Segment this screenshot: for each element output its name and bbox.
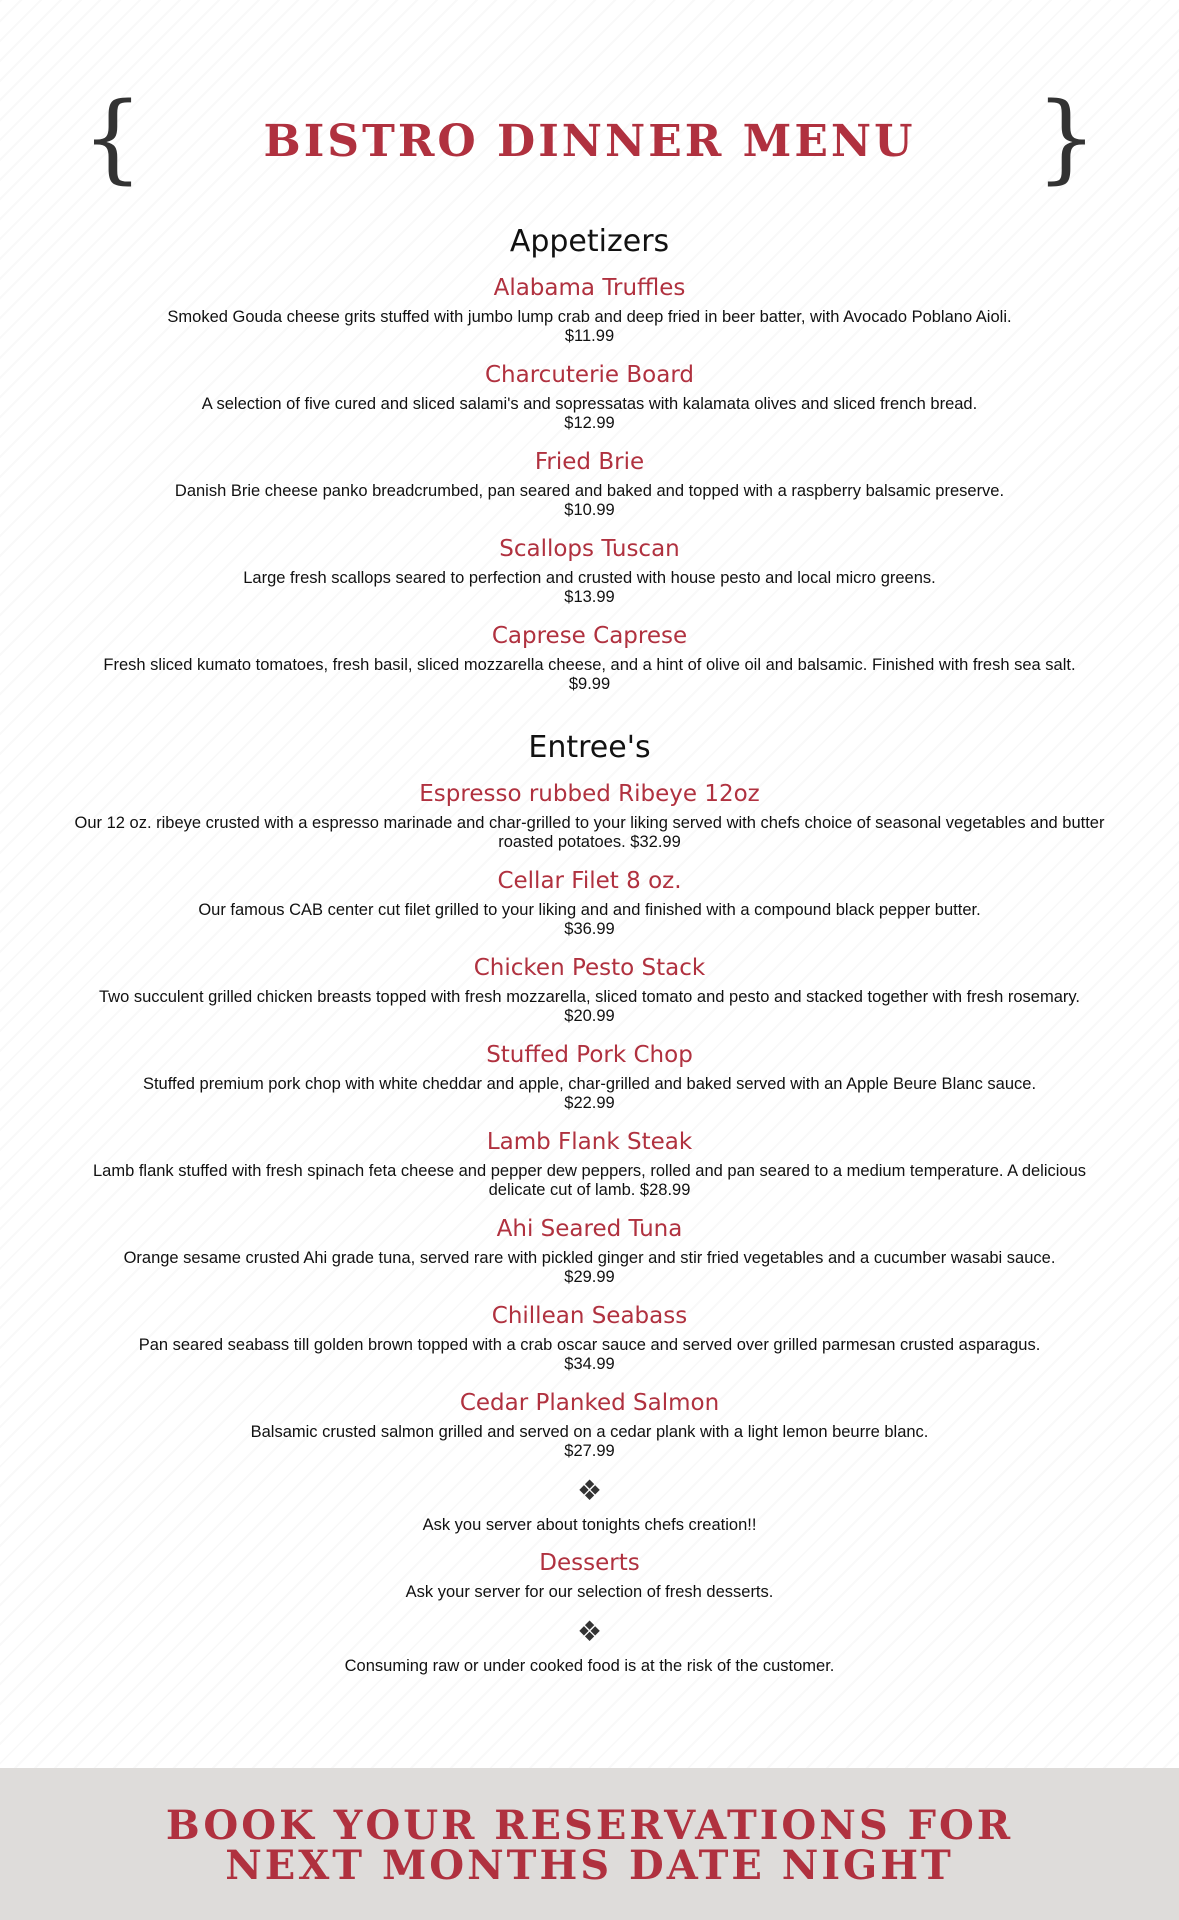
menu-item-description: Orange sesame crusted Ahi grade tuna, served rare with pickled ginger and stir fried vegetables and a cucumber wasabi sauce. <box>123 1249 1056 1267</box>
menu-item <box>70 272 1109 346</box>
menu-item-name: Cedar Planked Salmon <box>459 1390 720 1416</box>
menu-item-name: Fried Brie <box>534 449 645 475</box>
entrees-list <box>70 778 1109 1461</box>
menu-item-description: Our 12 oz. ribeye crusted with a espresso marinade and char-grilled to your liking served with chefs choice of seasonal vegetables and butter roasted potatoes. $32.99 <box>74 814 1105 851</box>
menu-item <box>70 446 1109 520</box>
desserts-item <box>70 1547 1109 1602</box>
menu-item <box>70 620 1109 694</box>
diamond-ornament-icon: ❖ <box>576 1475 603 1506</box>
menu-item-price: $27.99 <box>564 1442 615 1460</box>
raw-food-disclaimer: Consuming raw or under cooked food is at the risk of the customer. <box>344 1657 835 1675</box>
menu-item <box>70 1300 1109 1374</box>
menu-item-description: A selection of five cured and sliced salami's and sopressatas with kalamata olives and sliced french bread. <box>201 395 978 413</box>
menu-content <box>70 222 1109 1676</box>
menu-item-price: $13.99 <box>564 588 615 606</box>
reservation-line-1: BOOK YOUR RESERVATIONS FOR <box>165 1802 1014 1849</box>
menu-item <box>70 1126 1109 1200</box>
menu-item-price: $12.99 <box>564 414 615 432</box>
menu-item-description: Stuffed premium pork chop with white cheddar and apple, char-grilled and baked served with an Apple Beure Blanc sauce. <box>142 1075 1037 1093</box>
menu-item-price: $11.99 <box>564 327 615 345</box>
entrees-heading: Entree's <box>528 730 651 765</box>
menu-item-name: Charcuterie Board <box>485 362 694 388</box>
left-brace-icon: { <box>82 82 144 194</box>
menu-item <box>70 359 1109 433</box>
menu-item-description: Our famous CAB center cut filet grilled to your liking and and finished with a compound black pepper butter. <box>198 901 981 919</box>
menu-item-price: $29.99 <box>564 1268 615 1286</box>
menu-item <box>70 533 1109 607</box>
desserts-description: Ask your server for our selection of fresh desserts. <box>405 1583 774 1601</box>
menu-item <box>70 1039 1109 1113</box>
menu-item-price: $34.99 <box>564 1355 615 1373</box>
menu-item <box>70 1213 1109 1287</box>
menu-item-name: Lamb Flank Steak <box>486 1129 693 1155</box>
menu-item-description: Danish Brie cheese panko breadcrumbed, pan seared and baked and topped with a raspberry balsamic preserve. <box>174 482 1005 500</box>
reservation-line-2: NEXT MONTHS DATE NIGHT <box>225 1842 954 1889</box>
appetizers-list <box>70 272 1109 694</box>
reservation-banner-text <box>0 1802 1179 1889</box>
menu-item <box>70 865 1109 939</box>
menu-item-name: Scallops Tuscan <box>499 536 680 562</box>
menu-item-price: $20.99 <box>564 1007 615 1025</box>
desserts-heading: Desserts <box>539 1550 640 1576</box>
menu-item-name: Stuffed Pork Chop <box>486 1042 693 1068</box>
menu-item-description: Lamb flank stuffed with fresh spinach feta cheese and pepper dew peppers, rolled and pan seared to a medium temperature. A delicious delicate cut of lamb. $28.99 <box>92 1162 1087 1199</box>
menu-item-description: Two succulent grilled chicken breasts topped with fresh mozzarella, sliced tomato and pesto and stacked together with fresh rosemary. <box>98 988 1081 1006</box>
menu-item-name: Ahi Seared Tuna <box>496 1216 683 1242</box>
menu-item-price: $9.99 <box>568 675 611 693</box>
menu-item-name: Alabama Truffles <box>493 275 686 301</box>
menu-item-description: Large fresh scallops seared to perfection and crusted with house pesto and local micro greens. <box>243 569 936 587</box>
right-brace-icon: } <box>1035 82 1097 194</box>
menu-item <box>70 778 1109 852</box>
menu-item-description: Balsamic crusted salmon grilled and served on a cedar plank with a light lemon beurre blanc. <box>250 1423 929 1441</box>
menu-item-price: $36.99 <box>564 920 615 938</box>
appetizers-heading: Appetizers <box>509 224 670 259</box>
menu-item-description: Fresh sliced kumato tomatoes, fresh basil, sliced mozzarella cheese, and a hint of olive oil and balsamic. Finished with fresh sea salt. <box>103 656 1076 674</box>
menu-item-name: Chillean Seabass <box>491 1303 688 1329</box>
menu-item-name: Cellar Filet 8 oz. <box>497 868 682 894</box>
menu-item-description: Pan seared seabass till golden brown topped with a crab oscar sauce and served over grilled parmesan crusted asparagus. <box>138 1336 1041 1354</box>
menu-item <box>70 1387 1109 1461</box>
menu-item <box>70 952 1109 1026</box>
menu-item-name: Chicken Pesto Stack <box>473 955 706 981</box>
menu-title: BISTRO DINNER MENU <box>263 116 916 167</box>
chefs-creation-note: Ask you server about tonights chefs creation!! <box>422 1516 757 1534</box>
menu-item-price: $10.99 <box>564 501 615 519</box>
menu-item-price: $22.99 <box>564 1094 615 1112</box>
diamond-ornament-icon: ❖ <box>576 1616 603 1647</box>
menu-item-name: Caprese Caprese <box>491 623 688 649</box>
menu-item-description: Smoked Gouda cheese grits stuffed with jumbo lump crab and deep fried in beer batter, with Avocado Poblano Aioli. <box>167 308 1012 326</box>
menu-item-name: Espresso rubbed Ribeye 12oz <box>419 781 760 807</box>
menu-header <box>0 82 1179 198</box>
reservation-banner <box>0 1768 1179 1920</box>
